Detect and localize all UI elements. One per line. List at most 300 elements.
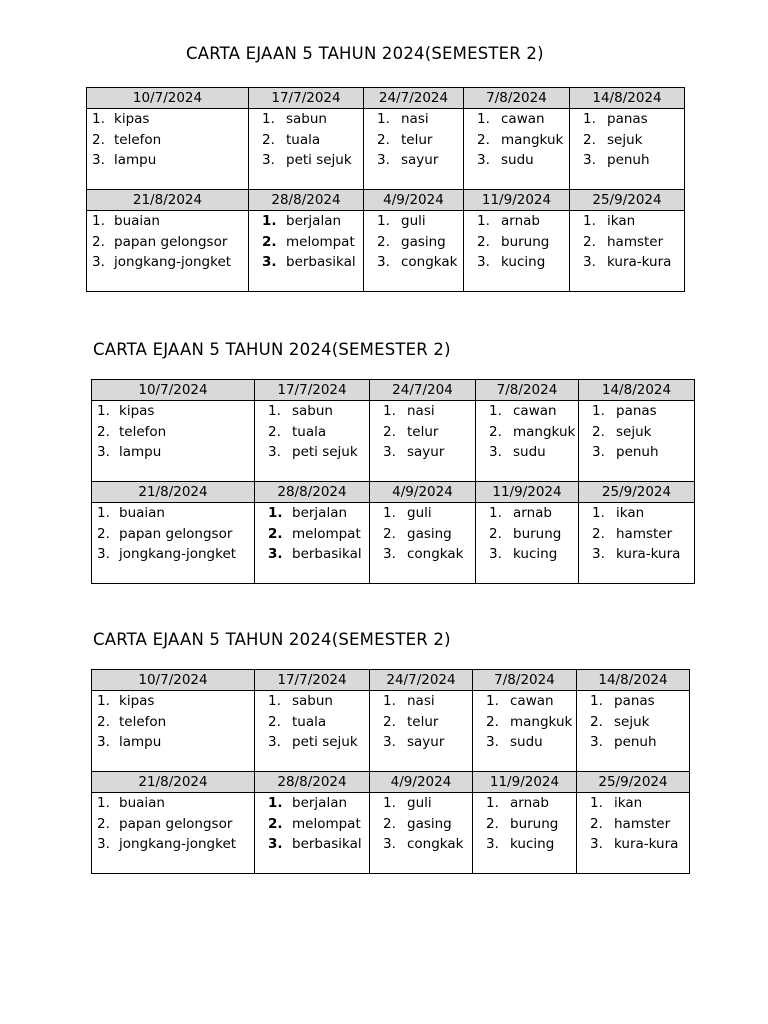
- word: gasing: [407, 525, 452, 542]
- word: sudu: [513, 444, 546, 460]
- word-item: [263, 691, 369, 712]
- item-number: 2.: [592, 423, 605, 440]
- word-item: [372, 232, 463, 253]
- word: gasing: [407, 815, 452, 832]
- item-number: 3.: [268, 444, 281, 460]
- item-number: 1.: [383, 795, 396, 811]
- date-cell: 4/9/2024: [370, 482, 476, 503]
- word-list-cell: [464, 211, 570, 292]
- item-number: 2.: [377, 131, 390, 148]
- date-cell: 21/8/2024: [87, 190, 249, 211]
- word-list-cell: [255, 401, 370, 482]
- word: jongkang-jongket: [119, 546, 237, 562]
- word: burung: [510, 815, 559, 832]
- word: peti sejuk: [292, 734, 358, 750]
- word: telur: [401, 131, 433, 148]
- word: penuh: [607, 152, 650, 168]
- item-number: 3.: [486, 836, 499, 852]
- word: telefon: [119, 423, 167, 440]
- date-header-row: [87, 88, 685, 109]
- word: kucing: [513, 546, 558, 562]
- word-item: [257, 109, 363, 130]
- word: mangkuk: [513, 423, 576, 440]
- word-row: [87, 109, 685, 190]
- item-number: 2.: [489, 423, 502, 440]
- spelling-table: [91, 669, 690, 874]
- word-item: [378, 814, 472, 835]
- word: kura-kura: [607, 254, 672, 270]
- item-number: 2.: [97, 525, 110, 542]
- word-item: [263, 732, 369, 753]
- item-number: 2.: [268, 525, 283, 542]
- item-number: 1.: [262, 213, 277, 229]
- word: panas: [614, 693, 655, 709]
- word-item: [92, 544, 254, 565]
- word-item: [587, 442, 694, 463]
- word-list-cell: [364, 109, 464, 190]
- word: lampu: [114, 152, 157, 168]
- date-cell: 25/9/2024: [577, 772, 690, 793]
- word: guli: [407, 795, 432, 811]
- word-item: [578, 232, 684, 253]
- word: buaian: [114, 213, 160, 229]
- word-item: [481, 814, 576, 835]
- item-number: 3.: [97, 836, 110, 852]
- item-number: 1.: [268, 795, 283, 811]
- word-row: [92, 691, 690, 772]
- item-number: 3.: [489, 444, 502, 460]
- date-cell: 10/7/2024: [87, 88, 249, 109]
- word-item: [92, 691, 254, 712]
- item-number: 2.: [262, 131, 275, 148]
- word-item: [92, 401, 254, 422]
- word: berjalan: [286, 213, 342, 229]
- word-list-cell: [370, 691, 473, 772]
- word-item: [587, 503, 694, 524]
- item-number: 3.: [486, 734, 499, 750]
- word-item: [263, 544, 369, 565]
- item-number: 2.: [377, 233, 390, 250]
- date-header-row: [92, 772, 690, 793]
- word-item: [481, 834, 576, 855]
- item-number: 1.: [268, 505, 283, 521]
- word: burung: [501, 233, 550, 250]
- word-item: [372, 150, 463, 171]
- word-item: [92, 712, 254, 733]
- item-number: 1.: [92, 213, 105, 229]
- item-number: 2.: [92, 233, 105, 250]
- word: hamster: [616, 525, 673, 542]
- item-number: 1.: [97, 795, 110, 811]
- item-number: 2.: [262, 233, 277, 250]
- date-header-row: [92, 380, 695, 401]
- word: sabun: [292, 693, 333, 709]
- item-number: 2.: [590, 713, 603, 730]
- word-item: [92, 814, 254, 835]
- word-item: [263, 793, 369, 814]
- word: penuh: [616, 444, 659, 460]
- word: congkak: [407, 546, 464, 562]
- word-list-cell: [255, 793, 370, 874]
- word-item: [263, 712, 369, 733]
- word-item: [92, 503, 254, 524]
- word-item: [92, 442, 254, 463]
- word: cawan: [513, 403, 557, 419]
- word-item: [472, 232, 569, 253]
- date-cell: 28/8/2024: [255, 482, 370, 503]
- word-item: [585, 691, 689, 712]
- word-item: [92, 422, 254, 443]
- word-item: [92, 793, 254, 814]
- word-item: [472, 211, 569, 232]
- word: guli: [407, 505, 432, 521]
- item-number: 3.: [590, 734, 603, 750]
- word-row: [92, 503, 695, 584]
- word-list-cell: [87, 211, 249, 292]
- item-number: 2.: [477, 233, 490, 250]
- date-cell: 10/7/2024: [92, 380, 255, 401]
- item-number: 3.: [97, 444, 110, 460]
- word-list-cell: [464, 109, 570, 190]
- word: cawan: [510, 693, 554, 709]
- word-item: [585, 834, 689, 855]
- word-item: [92, 834, 254, 855]
- word-item: [263, 503, 369, 524]
- word: congkak: [407, 836, 464, 852]
- word: sudu: [510, 734, 543, 750]
- word-list-cell: [87, 109, 249, 190]
- word-item: [87, 130, 248, 151]
- word-item: [257, 232, 363, 253]
- item-number: 1.: [377, 213, 390, 229]
- word: mangkuk: [501, 131, 564, 148]
- word-item: [484, 503, 578, 524]
- word-item: [481, 691, 576, 712]
- item-number: 1.: [383, 505, 396, 521]
- word: papan gelongsor: [114, 233, 228, 250]
- word-list-cell: [255, 691, 370, 772]
- word: ikan: [614, 795, 643, 811]
- item-number: 1.: [97, 403, 110, 419]
- word: ikan: [616, 505, 645, 521]
- date-cell: 11/9/2024: [464, 190, 570, 211]
- date-cell: 7/8/2024: [476, 380, 579, 401]
- chart-title: CARTA EJAAN 5 TAHUN 2024(SEMESTER 2): [93, 340, 451, 359]
- word: gasing: [401, 233, 446, 250]
- item-number: 1.: [583, 111, 596, 127]
- word: arnab: [501, 213, 540, 229]
- word-item: [87, 150, 248, 171]
- date-cell: 7/8/2024: [473, 670, 577, 691]
- word-item: [263, 422, 369, 443]
- date-cell: 17/7/2024: [249, 88, 364, 109]
- word-list-cell: [92, 503, 255, 584]
- word-list-cell: [92, 691, 255, 772]
- word-item: [585, 712, 689, 733]
- word-item: [585, 814, 689, 835]
- word-item: [578, 252, 684, 273]
- item-number: 2.: [383, 423, 396, 440]
- item-number: 2.: [97, 815, 110, 832]
- word-item: [378, 442, 475, 463]
- item-number: 2.: [268, 815, 283, 832]
- item-number: 1.: [592, 403, 605, 419]
- item-number: 2.: [383, 713, 396, 730]
- date-cell: 28/8/2024: [255, 772, 370, 793]
- item-number: 3.: [583, 152, 596, 168]
- item-number: 2.: [268, 423, 281, 440]
- word-item: [263, 401, 369, 422]
- word: panas: [616, 403, 657, 419]
- spelling-table: [86, 87, 685, 292]
- item-number: 1.: [383, 693, 396, 709]
- item-number: 3.: [383, 836, 396, 852]
- item-number: 3.: [383, 444, 396, 460]
- word: sayur: [407, 734, 445, 750]
- date-cell: 17/7/2024: [255, 670, 370, 691]
- item-number: 1.: [97, 693, 110, 709]
- word-item: [257, 130, 363, 151]
- item-number: 1.: [383, 403, 396, 419]
- word: kucing: [501, 254, 546, 270]
- word: kipas: [114, 111, 150, 127]
- word-item: [378, 691, 472, 712]
- word: arnab: [510, 795, 549, 811]
- word-list-cell: [364, 211, 464, 292]
- word-item: [481, 793, 576, 814]
- word: nasi: [407, 403, 435, 419]
- word-item: [378, 422, 475, 443]
- item-number: 3.: [583, 254, 596, 270]
- word-item: [587, 401, 694, 422]
- date-cell: 24/7/2024: [364, 88, 464, 109]
- item-number: 1.: [590, 795, 603, 811]
- word-list-cell: [370, 401, 476, 482]
- word: melompat: [286, 233, 355, 250]
- word-list-cell: [249, 211, 364, 292]
- word: berbasikal: [292, 836, 362, 852]
- date-cell: 24/7/2024: [370, 670, 473, 691]
- word-item: [378, 401, 475, 422]
- word: peti sejuk: [286, 152, 352, 168]
- item-number: 1.: [489, 505, 502, 521]
- word-item: [257, 211, 363, 232]
- item-number: 3.: [383, 546, 396, 562]
- word: melompat: [292, 815, 361, 832]
- item-number: 1.: [583, 213, 596, 229]
- word-item: [587, 524, 694, 545]
- item-number: 1.: [377, 111, 390, 127]
- spelling-table: [91, 379, 695, 584]
- item-number: 2.: [592, 525, 605, 542]
- item-number: 1.: [268, 403, 281, 419]
- word-item: [484, 524, 578, 545]
- item-number: 2.: [489, 525, 502, 542]
- word-list-cell: [92, 793, 255, 874]
- word-item: [263, 834, 369, 855]
- word-list-cell: [579, 401, 695, 482]
- word: arnab: [513, 505, 552, 521]
- word-list-cell: [579, 503, 695, 584]
- date-header-row: [92, 670, 690, 691]
- word: kipas: [119, 403, 155, 419]
- word-item: [484, 442, 578, 463]
- word: ikan: [607, 213, 636, 229]
- word-item: [472, 150, 569, 171]
- word: kucing: [510, 836, 555, 852]
- date-cell: 28/8/2024: [249, 190, 364, 211]
- word: hamster: [607, 233, 664, 250]
- word-item: [378, 834, 472, 855]
- word-item: [372, 130, 463, 151]
- word: lampu: [119, 444, 162, 460]
- item-number: 1.: [486, 795, 499, 811]
- item-number: 1.: [592, 505, 605, 521]
- word-list-cell: [473, 691, 577, 772]
- word-item: [92, 524, 254, 545]
- word-item: [87, 232, 248, 253]
- item-number: 3.: [97, 734, 110, 750]
- word: mangkuk: [510, 713, 573, 730]
- word-item: [472, 130, 569, 151]
- word-item: [578, 211, 684, 232]
- date-header-row: [92, 482, 695, 503]
- word-item: [263, 442, 369, 463]
- word-list-cell: [370, 503, 476, 584]
- word: congkak: [401, 254, 458, 270]
- word: kura-kura: [616, 546, 681, 562]
- item-number: 3.: [590, 836, 603, 852]
- item-number: 2.: [383, 815, 396, 832]
- word-item: [257, 150, 363, 171]
- item-number: 3.: [477, 254, 490, 270]
- date-cell: 4/9/2024: [370, 772, 473, 793]
- word-item: [378, 524, 475, 545]
- date-cell: 10/7/2024: [92, 670, 255, 691]
- word: kura-kura: [614, 836, 679, 852]
- date-cell: 11/9/2024: [476, 482, 579, 503]
- word-item: [372, 109, 463, 130]
- word: nasi: [401, 111, 429, 127]
- word-item: [484, 544, 578, 565]
- word: papan gelongsor: [119, 525, 233, 542]
- word: jongkang-jongket: [114, 254, 232, 270]
- word-item: [372, 252, 463, 273]
- word: telefon: [119, 713, 167, 730]
- date-cell: 7/8/2024: [464, 88, 570, 109]
- word-list-cell: [476, 503, 579, 584]
- word: tuala: [286, 131, 321, 148]
- word-item: [484, 401, 578, 422]
- word-item: [263, 814, 369, 835]
- word-item: [578, 150, 684, 171]
- item-number: 3.: [377, 152, 390, 168]
- item-number: 3.: [592, 546, 605, 562]
- word-item: [92, 732, 254, 753]
- word-item: [587, 544, 694, 565]
- word-item: [585, 793, 689, 814]
- item-number: 1.: [489, 403, 502, 419]
- item-number: 2.: [583, 131, 596, 148]
- item-number: 1.: [97, 505, 110, 521]
- item-number: 3.: [383, 734, 396, 750]
- word-item: [378, 503, 475, 524]
- item-number: 2.: [92, 131, 105, 148]
- item-number: 3.: [268, 734, 281, 750]
- word-item: [378, 544, 475, 565]
- date-cell: 21/8/2024: [92, 482, 255, 503]
- item-number: 1.: [477, 213, 490, 229]
- item-number: 1.: [477, 111, 490, 127]
- word: berjalan: [292, 505, 348, 521]
- word-item: [472, 252, 569, 273]
- word: berbasikal: [286, 254, 356, 270]
- word: berbasikal: [292, 546, 362, 562]
- chart-title: CARTA EJAAN 5 TAHUN 2024(SEMESTER 2): [186, 44, 544, 63]
- word: tuala: [292, 423, 327, 440]
- word: hamster: [614, 815, 671, 832]
- word-list-cell: [255, 503, 370, 584]
- item-number: 3.: [262, 152, 275, 168]
- item-number: 2.: [590, 815, 603, 832]
- date-cell: 25/9/2024: [579, 482, 695, 503]
- word-item: [87, 109, 248, 130]
- item-number: 1.: [92, 111, 105, 127]
- word-row: [92, 401, 695, 482]
- word: telefon: [114, 131, 162, 148]
- word-item: [585, 732, 689, 753]
- word: melompat: [292, 525, 361, 542]
- item-number: 3.: [262, 254, 277, 270]
- item-number: 3.: [377, 254, 390, 270]
- date-cell: 4/9/2024: [364, 190, 464, 211]
- word: guli: [401, 213, 426, 229]
- word: sejuk: [616, 423, 652, 440]
- word: penuh: [614, 734, 657, 750]
- word: berjalan: [292, 795, 348, 811]
- word: sejuk: [614, 713, 650, 730]
- word-list-cell: [370, 793, 473, 874]
- item-number: 3.: [97, 546, 110, 562]
- date-cell: 11/9/2024: [473, 772, 577, 793]
- word-item: [378, 793, 472, 814]
- word: jongkang-jongket: [119, 836, 237, 852]
- word: panas: [607, 111, 648, 127]
- word: cawan: [501, 111, 545, 127]
- word: kipas: [119, 693, 155, 709]
- item-number: 2.: [97, 713, 110, 730]
- word: peti sejuk: [292, 444, 358, 460]
- item-number: 1.: [262, 111, 275, 127]
- item-number: 3.: [92, 254, 105, 270]
- item-number: 3.: [477, 152, 490, 168]
- item-number: 3.: [268, 836, 283, 852]
- word: papan gelongsor: [119, 815, 233, 832]
- item-number: 2.: [486, 815, 499, 832]
- item-number: 3.: [268, 546, 283, 562]
- item-number: 3.: [92, 152, 105, 168]
- word: telur: [407, 423, 439, 440]
- item-number: 3.: [592, 444, 605, 460]
- date-cell: 14/8/2024: [579, 380, 695, 401]
- word: buaian: [119, 795, 165, 811]
- word-list-cell: [577, 793, 690, 874]
- date-cell: 21/8/2024: [92, 772, 255, 793]
- word: sudu: [501, 152, 534, 168]
- word-item: [578, 109, 684, 130]
- date-cell: 14/8/2024: [577, 670, 690, 691]
- word-list-cell: [249, 109, 364, 190]
